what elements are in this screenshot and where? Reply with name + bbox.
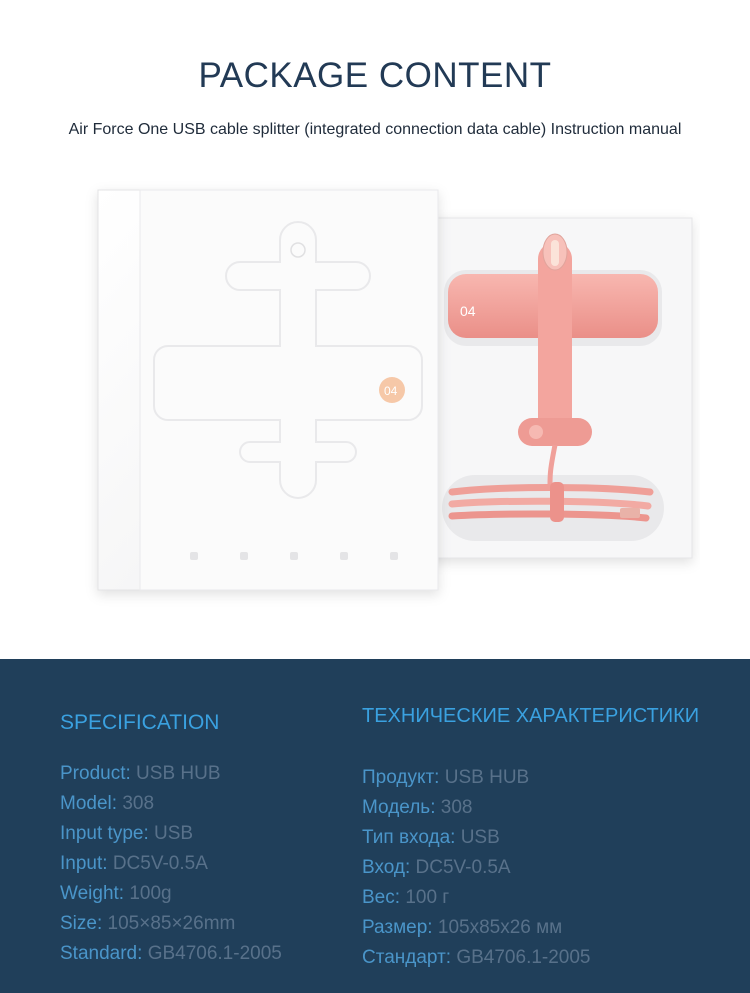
spec-label: Размер: <box>362 917 433 938</box>
specification-section <box>0 659 750 993</box>
spec-value: 308 <box>440 797 473 818</box>
spec-value: DC5V-0.5A <box>415 857 511 878</box>
svg-text:04: 04 <box>460 303 476 319</box>
spec-label: Size: <box>60 913 103 934</box>
box-lid <box>98 190 438 590</box>
spec-row-input-type <box>60 819 282 849</box>
spec-value: 308 <box>122 793 155 814</box>
spec-value: 105×85×26mm <box>107 913 236 934</box>
spec-row-product <box>60 759 282 789</box>
spec-value: 105x85x26 мм <box>437 917 563 938</box>
specification-title-ru: ТЕХНИЧЕСКИЕ ХАРАКТЕРИСТИКИ <box>362 705 700 727</box>
spec-label: Вес: <box>362 887 401 908</box>
spec-label: Продукт: <box>362 767 440 788</box>
spec-label: Weight: <box>60 883 125 904</box>
specification-title: SPECIFICATION <box>60 711 220 734</box>
spec-row-model <box>60 789 282 819</box>
page-title: PACKAGE CONTENT <box>198 56 552 95</box>
spec-row-weight <box>362 883 591 913</box>
spec-label: Тип входа: <box>362 827 456 848</box>
spec-label: Standard: <box>60 943 143 964</box>
spec-row-input <box>60 849 282 879</box>
spec-row-size <box>60 909 282 939</box>
spec-row-weight <box>60 879 282 909</box>
spec-list-ru <box>362 763 591 973</box>
spec-value: USB <box>460 827 500 848</box>
spec-label: Input: <box>60 853 108 874</box>
spec-label: Model: <box>60 793 118 814</box>
spec-value: USB HUB <box>136 763 221 784</box>
spec-row-model <box>362 793 591 823</box>
spec-row-size <box>362 913 591 943</box>
spec-row-standard <box>60 939 282 969</box>
product-photo <box>80 170 700 620</box>
spec-value: GB4706.1-2005 <box>456 947 591 968</box>
spec-row-product <box>362 763 591 793</box>
spec-label: Input type: <box>60 823 149 844</box>
spec-row-input <box>362 853 591 883</box>
spec-value: DC5V-0.5A <box>112 853 208 874</box>
spec-value: GB4706.1-2005 <box>147 943 282 964</box>
spec-row-input-type <box>362 823 591 853</box>
spec-value: USB <box>154 823 194 844</box>
spec-row-standard <box>362 943 591 973</box>
spec-list <box>60 759 282 969</box>
spec-label: Вход: <box>362 857 411 878</box>
package-contents-text: Air Force One USB cable splitter (integrated connection data cable) Instruction manual <box>68 121 682 138</box>
svg-text:04: 04 <box>384 384 398 398</box>
spec-value: 100 г <box>405 887 450 908</box>
spec-label: Product: <box>60 763 131 784</box>
spec-label: Стандарт: <box>362 947 452 968</box>
spec-label: Модель: <box>362 797 436 818</box>
spec-value: 100g <box>129 883 172 904</box>
spec-value: USB HUB <box>444 767 530 788</box>
